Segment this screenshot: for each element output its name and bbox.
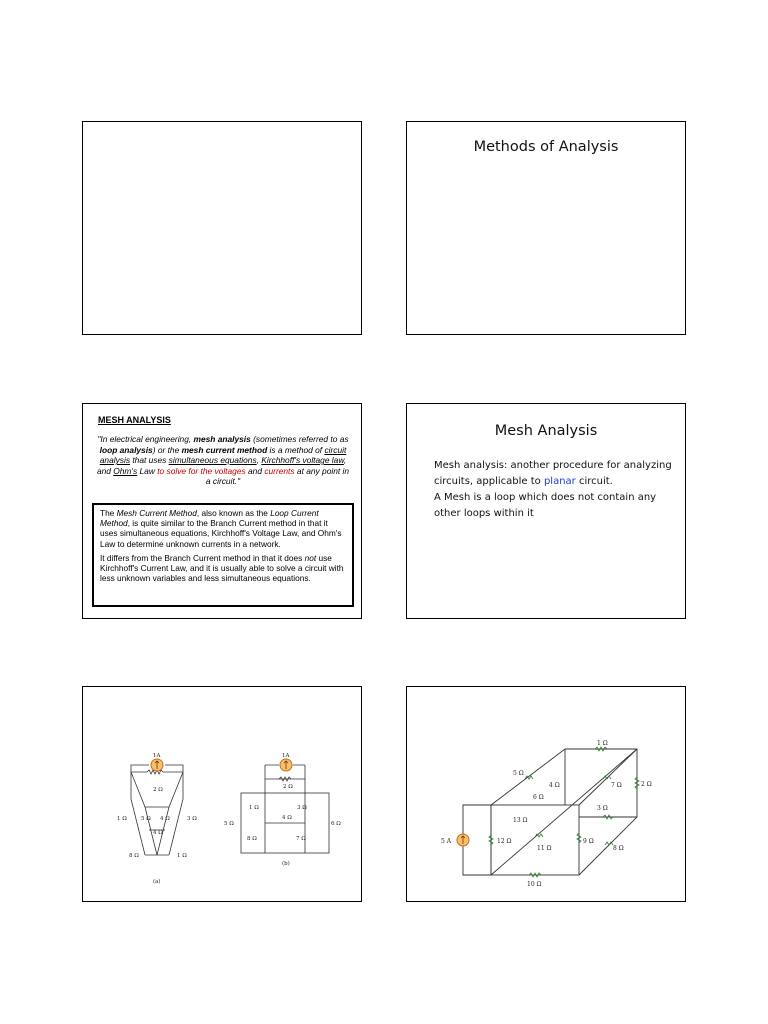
label-b-caption: (b): [282, 861, 290, 867]
label-b-4ohm: 4 Ω: [282, 815, 292, 821]
label-b-1ohm: 1 Ω: [249, 805, 259, 811]
label-b-8ohm: 8 Ω: [247, 836, 257, 842]
label-1ohm: 1 Ω: [597, 740, 608, 747]
label-a-4ohm-top: 4 Ω: [160, 816, 170, 822]
label-b-6ohm: 6 Ω: [331, 821, 341, 827]
label-7ohm: 7 Ω: [611, 782, 622, 789]
label-a-5ohm: 5 Ω: [141, 816, 151, 822]
label-2ohm: 2 Ω: [641, 781, 652, 788]
label-b-7ohm: 7 Ω: [296, 836, 306, 842]
slide-4: [406, 403, 686, 619]
label-12ohm: 12 Ω: [497, 838, 512, 845]
cube-circuit-diagram: [407, 687, 685, 901]
label-4ohm: 4 Ω: [549, 782, 560, 789]
label-a-4ohm-bottom: 4 Ω: [153, 830, 163, 836]
label-5A: 5 A: [441, 838, 452, 845]
slide-body: [434, 458, 675, 522]
slide-title: Mesh Analysis: [494, 423, 598, 439]
label-a-3ohm: 3 Ω: [187, 816, 197, 822]
slide-5-circuits: [82, 686, 362, 902]
slide-1-blank: [82, 121, 362, 335]
slide-title: Methods of Analysis: [473, 139, 619, 155]
label-a-1ohm-right: 1 Ω: [177, 853, 187, 859]
planar-term: planar: [543, 476, 576, 487]
definition-line-2: A Mesh is a loop which does not contain any other loops within it: [434, 492, 657, 519]
definition-quote: "In electrical engineering, mesh analysis (sometimes referred to as loop analysis) or the mesh current method is a method of circuit analysis that uses simultaneous equations, Kirchhoff's voltage law, and Ohm's Law to solve for the voltages and currents at any point in a circuit.": [96, 434, 350, 487]
label-3ohm: 3 Ω: [597, 805, 608, 812]
explanation-paragraph-2: It differs from the Branch Current method in that it does not use Kirchhoff's Current Law, and it is usually able to solve a circuit with less unknown variables and less simultaneous equations.: [100, 552, 344, 584]
label-b-source: 1A: [282, 753, 290, 759]
label-6ohm: 6 Ω: [533, 794, 544, 801]
label-5ohm: 5 Ω: [513, 770, 524, 777]
slide-6-cube-circuit: [406, 686, 686, 902]
label-b-2ohm: 2 Ω: [283, 784, 293, 790]
circuit-diagrams: [83, 687, 361, 901]
label-11ohm: 11 Ω: [537, 845, 552, 852]
label-8ohm: 8 Ω: [613, 845, 624, 852]
slide-3-mesh-analysis-text: [82, 403, 362, 619]
label-a-caption: (a): [153, 879, 161, 885]
label-a-1ohm-left: 1 Ω: [117, 816, 127, 822]
label-13ohm: 13 Ω: [513, 817, 528, 824]
label-b-3ohm: 3 Ω: [297, 805, 307, 811]
slide-2: [406, 121, 686, 335]
definition-line-1: Mesh analysis: another procedure for analyzing circuits, applicable to planar circuit.: [434, 460, 672, 487]
label-b-5ohm: 5 Ω: [224, 821, 234, 827]
section-heading: MESH ANALYSIS: [98, 415, 171, 425]
explanation-paragraph-1: The Mesh Current Method, also known as the Loop Current Method, is quite similar to the Branch Current method in that it uses simultaneous equations, Kirchhoff's Voltage Law, and Ohm's Law to determine unknown currents in a network.: [100, 508, 342, 549]
label-10ohm: 10 Ω: [527, 881, 542, 888]
label-a-2ohm: 2 Ω: [153, 787, 163, 793]
label-9ohm: 9 Ω: [583, 838, 594, 845]
explanation-box: [92, 503, 354, 607]
label-a-8ohm: 8 Ω: [129, 853, 139, 859]
label-a-source: 1A: [153, 753, 161, 759]
